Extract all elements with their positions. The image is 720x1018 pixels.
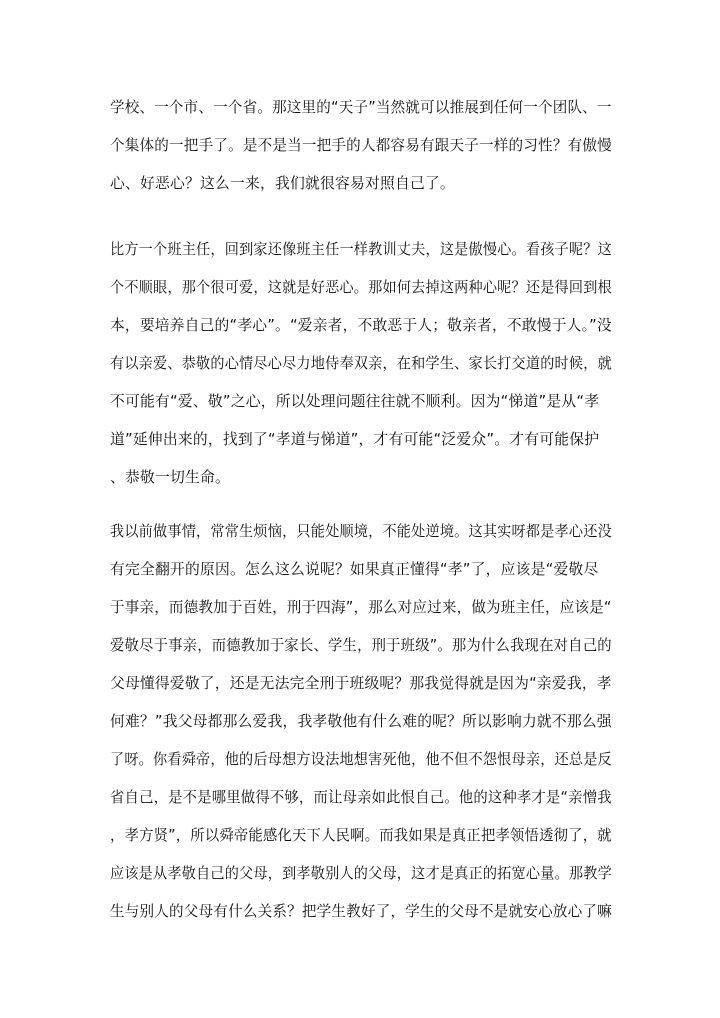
text-line: 何难？”我父母都那么爱我，我孝敬他有什么难的呢？所以影响力就不那么强 [110, 713, 612, 730]
text-line: 本，要培养自己的“孝心”。“爱亲者，不敢恶于人；敬亲者，不敢慢于人。”没 [110, 317, 612, 334]
text-line: 个集体的一把手了。是不是当一把手的人都容易有跟天子一样的习性？有傲慢 [110, 137, 612, 154]
text-line: 有完全翻开的原因。怎么这么说呢？如果真正懂得“孝”了，应该是“爱敬尽 [110, 561, 599, 578]
text-line: 了呀。你看舜帝，他的后母想方设法地想害死他，他不但不怨恨母亲，还总是反 [110, 751, 612, 768]
text-line: 我以前做事情，常常生烦恼，只能处顺境，不能处逆境。这其实呀都是孝心还没 [110, 523, 612, 540]
text-line: 道”延伸出来的，找到了“孝道与悌道”，才有可能“泛爱众”。才有可能保护 [110, 431, 600, 448]
text-line: 心、好恶心？这么一来，我们就很容易对照自己了。 [110, 175, 455, 192]
text-line: 父母懂得爱敬了，还是无法完全刑于班级呢？那我觉得就是因为“亲爱我，孝 [110, 675, 612, 692]
text-line: 省自己，是不是哪里做得不够，而让母亲如此恨自己。他的这种孝才是“亲憎我 [110, 789, 612, 806]
text-line: 应该是从孝敬自己的父母，到孝敬别人的父母，这才是真正的拓宽心量。那教学 [110, 865, 612, 882]
text-line: 个不顺眼，那个很可爱，这就是好恶心。那如何去掉这两种心呢？还是得回到根 [110, 279, 612, 296]
text-line: 、恭敬一切生命。 [110, 469, 230, 486]
text-line: 学校、一个市、一个省。那这里的“天子”当然就可以推展到任何一个团队、一 [110, 99, 612, 116]
text-line: 比方一个班主任，回到家还像班主任一样教训丈夫，这是傲慢心。看孩子呢？这 [110, 241, 612, 258]
text-line: 生与别人的父母有什么关系？把学生教好了，学生的父母不是就安心放心了嘛 [110, 903, 612, 920]
text-line: 于事亲，而德教加于百姓，刑于四海”，那么对应过来，做为班主任，应该是“ [110, 599, 612, 616]
text-line: 有以亲爱、恭敬的心情尽心尽力地侍奉双亲，在和学生、家长打交道的时候，就 [110, 355, 612, 372]
text-line: ，孝方贤”，所以舜帝能感化天下人民啊。而我如果是真正把孝领悟透彻了，就 [110, 827, 612, 844]
text-line: 不可能有“爱、敬”之心，所以处理问题往往就不顺利。因为“悌道”是从“孝 [110, 393, 600, 410]
text-line: 爱敬尽于事亲，而德教加于家长、学生，刑于班级”。那为什么我现在对自己的 [110, 637, 612, 654]
